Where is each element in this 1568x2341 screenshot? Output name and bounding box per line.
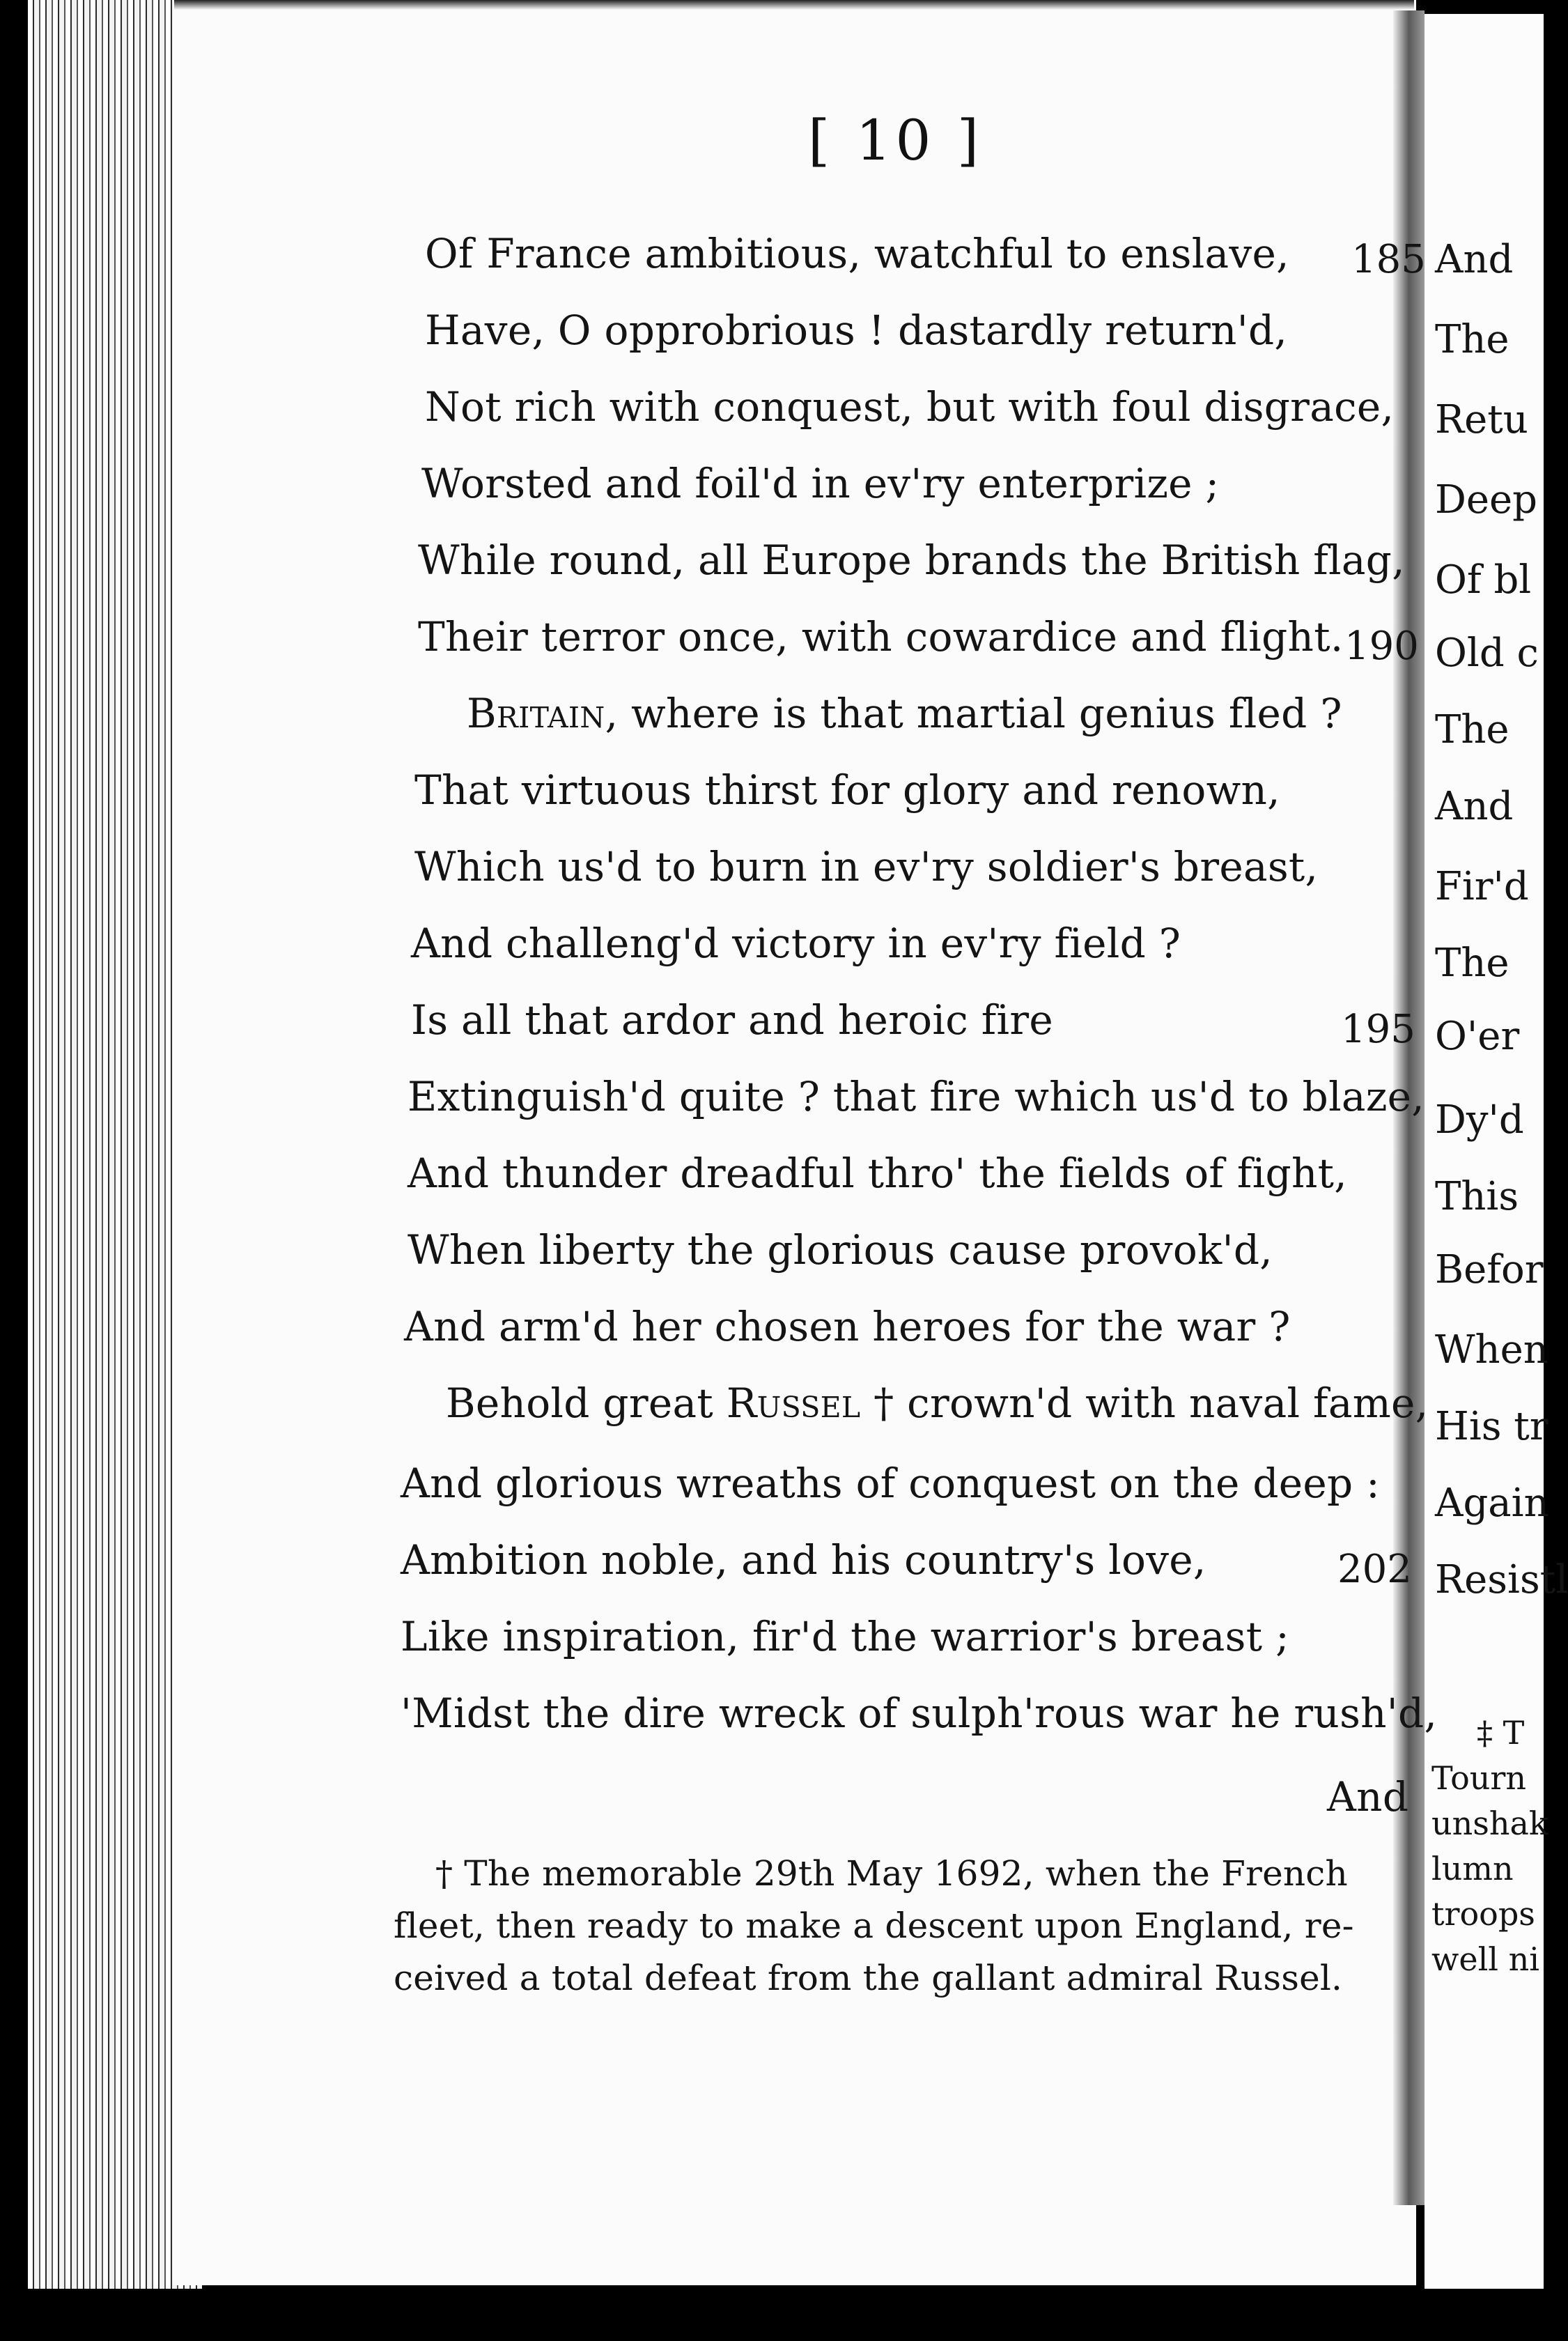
verse-line: Behold great Russel † crown'd with naval fame, (446, 1380, 1429, 1427)
right-page-line: Retu (1435, 397, 1528, 442)
right-page-line: This (1435, 1174, 1519, 1219)
right-page-footnote-line: lumn (1431, 1850, 1514, 1887)
right-page-line: When (1435, 1327, 1548, 1373)
page-number: [ 10 ] (808, 108, 984, 173)
verse-line: Not rich with conquest, but with foul disgrace, (425, 383, 1395, 431)
right-page-footnote-line: troops (1431, 1895, 1535, 1933)
right-page-line: The (1435, 317, 1509, 362)
footnote-line: † The memorable 29th May 1692, when the French (435, 1853, 1348, 1894)
verse-line: Their terror once, with cowardice and flight. (418, 613, 1344, 660)
verse-line: That virtuous thirst for glory and renown, (414, 766, 1280, 814)
verse-line: Have, O opprobrious ! dastardly return'd, (425, 307, 1288, 354)
verse-line: While round, all Europe brands the British flag, (418, 536, 1405, 584)
right-page-line: The (1435, 707, 1509, 752)
verse-line: Like inspiration, fir'd the warrior's breast ; (401, 1613, 1289, 1660)
right-page-footnote-line: ‡ T (1477, 1714, 1525, 1752)
right-page-line: His tr (1435, 1404, 1548, 1449)
footnote-line: fleet, then ready to make a descent upon England, re- (394, 1906, 1354, 1946)
verse-line: And challeng'd victory in ev'ry field ? (411, 920, 1181, 967)
verse-line: And arm'd her chosen heroes for the war ? (404, 1303, 1291, 1350)
verse-line: Britain, where is that martial genius fled ? (467, 690, 1342, 737)
line-number: 195 (1341, 1007, 1415, 1052)
verse-line: Which us'd to burn in ev'ry soldier's breast, (414, 843, 1319, 890)
right-page-line: Of bl (1435, 557, 1532, 603)
right-page-footnote-line: Tourn (1431, 1759, 1527, 1797)
right-page-line: Again (1435, 1481, 1549, 1526)
right-page-line: Befor (1435, 1247, 1544, 1292)
verse-line: And glorious wreaths of conquest on the deep : (401, 1460, 1380, 1507)
verse-line: And thunder dreadful thro' the fields of fight, (407, 1150, 1347, 1197)
line-number: 185 (1351, 237, 1426, 282)
right-page-footnote-line: unshak (1431, 1805, 1548, 1842)
right-page-footnote-line: well ni (1431, 1940, 1539, 1978)
scan-bottom-border (0, 2289, 1544, 2341)
top-shadow (174, 0, 1414, 10)
right-page-line: The (1435, 941, 1509, 986)
right-page-line: Dy'd (1435, 1097, 1524, 1143)
verse-line: Is all that ardor and heroic fire (411, 996, 1053, 1044)
line-number: 190 (1344, 624, 1419, 669)
verse-line: Ambition noble, and his country's love, (401, 1536, 1206, 1584)
line-number: 202 (1337, 1547, 1412, 1592)
right-page-line: Old c (1435, 631, 1539, 676)
right-page-line: Fir'd (1435, 864, 1529, 909)
verse-line: Of France ambitious, watchful to enslave, (425, 230, 1289, 277)
catchword: And (1327, 1773, 1409, 1821)
footnote-line: ceived a total defeat from the gallant admiral Russel. (394, 1958, 1343, 1998)
verse-line: When liberty the glorious cause provok'd, (407, 1226, 1273, 1274)
right-page-line: And (1435, 784, 1514, 829)
right-page-line: Resistl (1435, 1557, 1568, 1602)
verse-line: Worsted and foil'd in ev'ry enterprize ; (421, 460, 1220, 507)
right-page-line: O'er (1435, 1014, 1520, 1059)
right-page-line: And (1435, 237, 1514, 282)
verse-line: 'Midst the dire wreck of sulph'rous war he rush'd, (401, 1690, 1438, 1737)
verse-line: Extinguish'd quite ? that fire which us'd to blaze, (407, 1073, 1425, 1120)
right-page-line: Deep (1435, 477, 1538, 523)
